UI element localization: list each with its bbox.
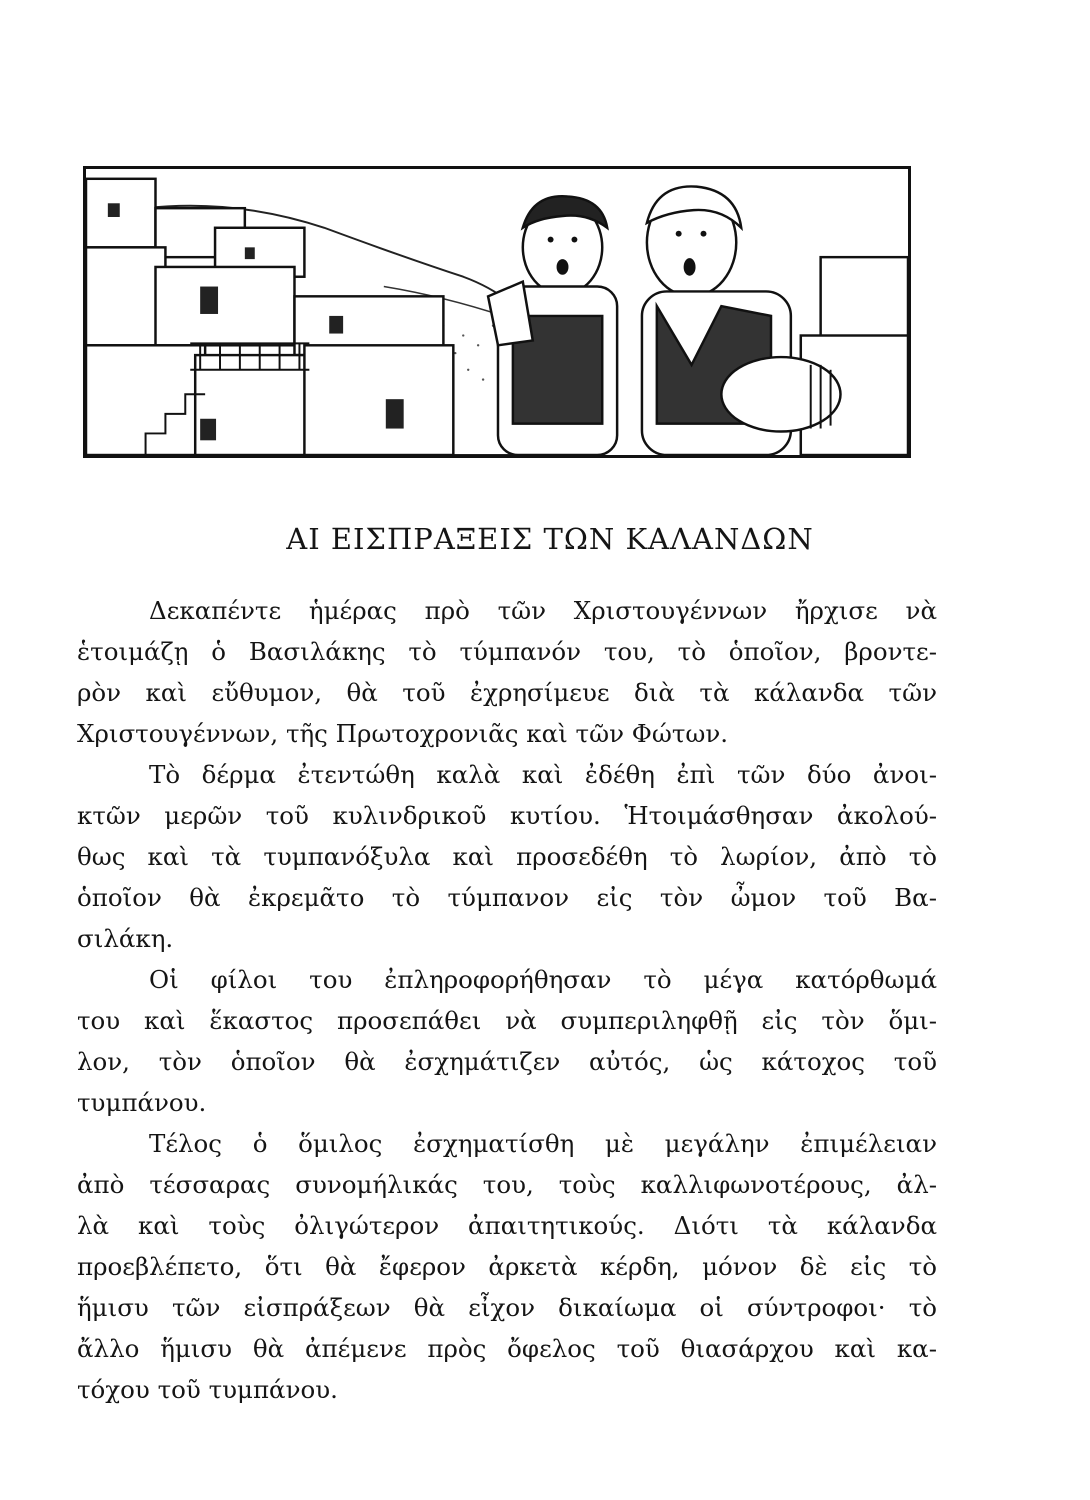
- text-line: τόχου τοῦ τυμπάνου.: [77, 1375, 338, 1404]
- paragraph: [77, 754, 937, 959]
- chapter-title: ΑΙ ΕΙΣΠΡΑΞΕΙΣ ΤΩΝ ΚΑΛΑΝΔΩΝ: [286, 522, 814, 556]
- carol-singers-illustration: [83, 166, 911, 458]
- text-line: ἥμισυ τῶν εἰσπράξεων θὰ εἶχον δικαίωμα οἱ σύντροφοι· τὸ: [77, 1293, 937, 1322]
- paragraph: [77, 1123, 937, 1410]
- paragraph: [77, 959, 937, 1123]
- text-line: Χριστουγέννων, τῆς Πρωτοχρονιᾶς καὶ τῶν Φώτων.: [77, 719, 729, 748]
- text-line: ρὸν καὶ εὔθυμον, θὰ τοῦ ἐχρησίμευε διὰ τὰ κάλανδα τῶν: [77, 678, 937, 707]
- body-text: [77, 590, 937, 1410]
- text-line: ἑτοιμάζῃ ὁ Βασιλάκης τὸ τύμπανόν του, τὸ ὁποῖον, βροντε-: [77, 637, 937, 666]
- text-line: Οἱ φίλοι του ἐπληροφορήθησαν τὸ μέγα κατόρθωμά: [149, 965, 937, 994]
- text-line: σιλάκη.: [77, 924, 174, 953]
- text-line: τυμπάνου.: [77, 1088, 207, 1117]
- text-line: Τὸ δέρμα ἐτεντώθη καλὰ καὶ ἐδέθη ἐπὶ τῶν δύο ἀνοι-: [149, 760, 937, 789]
- text-line: του καὶ ἕκαστος προσεπάθει νὰ συμπεριληφθῇ εἰς τὸν ὅμι-: [77, 1006, 937, 1035]
- text-line: Δεκαπέντε ἡμέρας πρὸ τῶν Χριστουγέννων ἤρχισε νὰ: [149, 596, 937, 625]
- text-line: προεβλέπετο, ὅτι θὰ ἔφερον ἀρκετὰ κέρδη, μόνον δὲ εἰς τὸ: [77, 1252, 937, 1281]
- text-line: θως καὶ τὰ τυμπανόξυλα καὶ προσεδέθη τὸ λωρίον, ἀπὸ τὸ: [77, 842, 937, 871]
- paragraph: [77, 590, 937, 754]
- text-line: λὰ καὶ τοὺς ὀλιγώτερον ἀπαιτητικούς. Διότι τὰ κάλανδα: [77, 1211, 937, 1240]
- text-line: ἄλλο ἥμισυ θὰ ἀπέμενε πρὸς ὄφελος τοῦ θιασάρχου καὶ κα-: [77, 1334, 937, 1363]
- text-line: κτῶν μερῶν τοῦ κυλινδρικοῦ κυτίου. Ἡτοιμάσθησαν ἀκολού-: [77, 801, 937, 830]
- text-line: Τέλος ὁ ὅμιλος ἐσχηματίσθη μὲ μεγάλην ἐπιμέλειαν: [149, 1129, 937, 1158]
- text-line: ὁποῖον θὰ ἐκρεμᾶτο τὸ τύμπανον εἰς τὸν ὦμον τοῦ Βα-: [77, 883, 937, 912]
- text-line: λον, τὸν ὁποῖον θὰ ἐσχημάτιζεν αὐτός, ὡς κάτοχος τοῦ: [77, 1047, 937, 1076]
- text-line: ἀπὸ τέσσαρας συνομήλικάς του, τοὺς καλλιφωνοτέρους, ἀλ-: [77, 1170, 937, 1199]
- illustration-drawing: [86, 169, 908, 455]
